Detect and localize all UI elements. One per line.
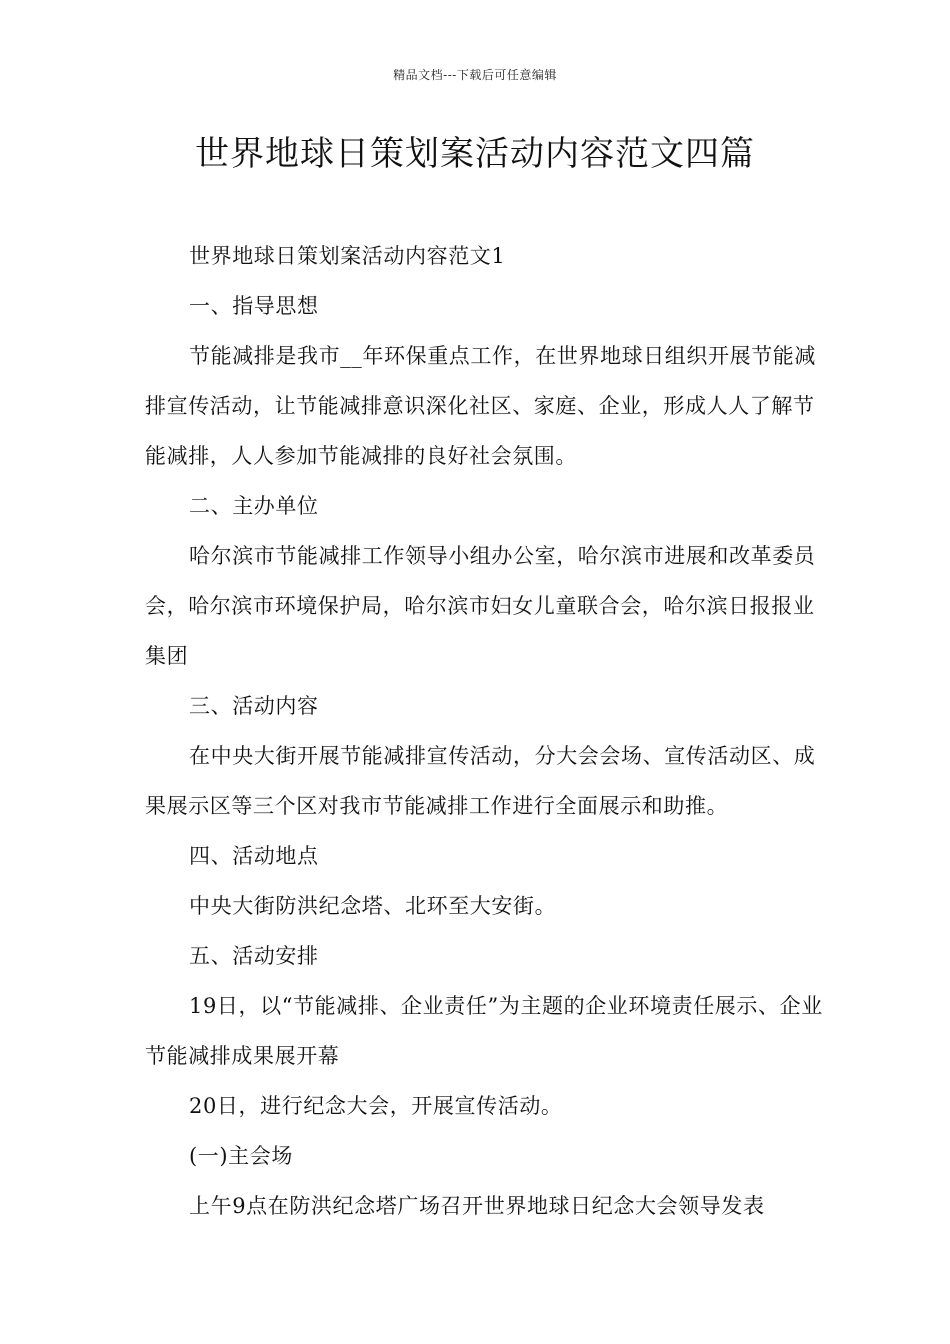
paragraph-activity-location: 中央大街防洪纪念塔、北环至大安街。	[189, 894, 557, 918]
section-heading-activity-content: 三、活动内容	[189, 694, 319, 718]
subheading-main-venue: (一)主会场	[189, 1144, 293, 1168]
paragraph-activity-content: 在中央大街开展节能减排宣传活动，分大会会场、宣传活动区、成果展示区等三个区对我市节能减排工作进行全面展示和助推。	[145, 744, 816, 818]
paragraph-schedule-19th: 19日，以“节能减排、企业责任”为主题的企业环境责任展示、企业节能减排成果展开幕	[145, 994, 823, 1068]
header-note: 精品文档---下载后可任意编辑	[393, 68, 557, 82]
document-body	[145, 231, 825, 1231]
section-heading-organizers: 二、主办单位	[189, 494, 319, 518]
section-heading-fanwen-1: 世界地球日策划案活动内容范文1	[189, 244, 506, 268]
document-title: 世界地球日策划案活动内容范文四篇	[195, 134, 755, 174]
section-heading-activity-schedule: 五、活动安排	[189, 944, 319, 968]
paragraph-organizers: 哈尔滨市节能减排工作领导小组办公室，哈尔滨市进展和改革委员会，哈尔滨市环境保护局，哈尔滨市妇女儿童联合会，哈尔滨日报报业集团	[145, 544, 816, 668]
paragraph-guiding-thought: 节能减排是我市__年环保重点工作，在世界地球日组织开展节能减排宣传活动，让节能减排意识深化社区、家庭、企业，形成人人了解节能减排，人人参加节能减排的良好社会氛围。	[145, 344, 816, 468]
section-heading-guiding-thought: 一、指导思想	[189, 294, 319, 318]
paragraph-schedule-20th: 20日，进行纪念大会，开展宣传活动。	[189, 1094, 563, 1118]
section-heading-activity-location: 四、活动地点	[189, 844, 319, 868]
paragraph-main-venue: 上午9点在防洪纪念塔广场召开世界地球日纪念大会领导发表	[189, 1194, 765, 1218]
